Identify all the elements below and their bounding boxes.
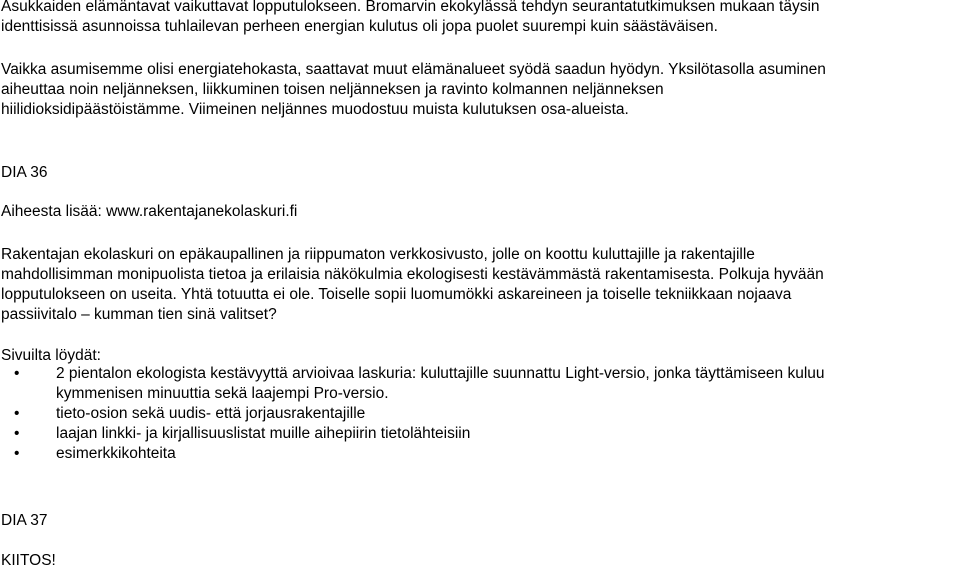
text-line: identtisissä asunnoissa tuhlailevan perheen energian kulutus oli jopa puolet suurempi kuin säästäväisen.: [1, 18, 718, 35]
text-line: Vaikka asumisemme olisi energiatehokasta, saattavat muut elämänalueet syödä saadun hyödyn. Yksilötasolla asuminen: [1, 61, 826, 78]
list-item: [0, 404, 960, 424]
text-line: aiheuttaa noin neljänneksen, liikkuminen toisen neljänneksen ja ravinto kolmannen neljänneksen: [1, 81, 664, 98]
description-paragraph: [1, 245, 959, 325]
bullet-icon: •: [14, 445, 20, 462]
text-line: Asukkaiden elämäntavat vaikuttavat lopputulokseen. Bromarvin ekokylässä tehdyn seurantatutkimuksen mukaan täysin: [1, 0, 820, 15]
text-line: hiilidioksidipäästöistämme. Viimeinen neljännes muodostuu muista kulutuksen osa-alueista.: [1, 101, 629, 118]
bullet-icon: •: [14, 425, 20, 442]
features-list: [0, 364, 960, 464]
list-item: [0, 424, 960, 444]
list-item: [0, 444, 960, 464]
thanks-text: KIITOS!: [1, 552, 56, 569]
text-line: Rakentajan ekolaskuri on epäkaupallinen ja riippumaton verkkosivusto, jolle on koottu kuluttajille ja rakentajille: [1, 246, 755, 263]
text-line: esimerkkikohteita: [56, 445, 176, 462]
efficiency-paragraph: [1, 60, 959, 120]
text-line: kymmenisen minuuttia sekä laajempi Pro-versio.: [56, 385, 389, 402]
bullet-icon: •: [14, 405, 20, 422]
more-info-link[interactable]: Aiheesta lisää: www.rakentajanekolaskuri.fi: [1, 203, 298, 220]
text-line: passiivitalo – kumman tien sinä valitset?: [1, 306, 277, 323]
text-line: tieto-osion sekä uudis- että jorjausrakentajille: [56, 405, 366, 422]
text-line: mahdollisimman monipuolista tietoa ja erilaisia näkökulmia ekologisesti kestävämmästä rakentamisesta. Polkuja hyvään: [1, 266, 824, 283]
intro-paragraph: [1, 0, 959, 37]
text-line: lopputulokseen on useita. Yhtä totuutta ei ole. Toiselle sopii luomumökki askareineen ja toiselle tekniikkaan nojaava: [1, 286, 792, 303]
list-item: [0, 364, 960, 404]
slide-36-label: DIA 36: [1, 164, 48, 181]
text-line: laajan linkki- ja kirjallisuuslistat muille aihepiirin tietolähteisiin: [56, 425, 471, 442]
bullet-icon: •: [14, 365, 20, 382]
text-line: 2 pientalon ekologista kestävyyttä arvioivaa laskuria: kuluttajille suunnattu Light-versio, jonka täyttämiseen kuluu: [56, 365, 825, 382]
found-heading: Sivuilta löydät:: [1, 347, 101, 364]
slide-37-label: DIA 37: [1, 512, 48, 529]
